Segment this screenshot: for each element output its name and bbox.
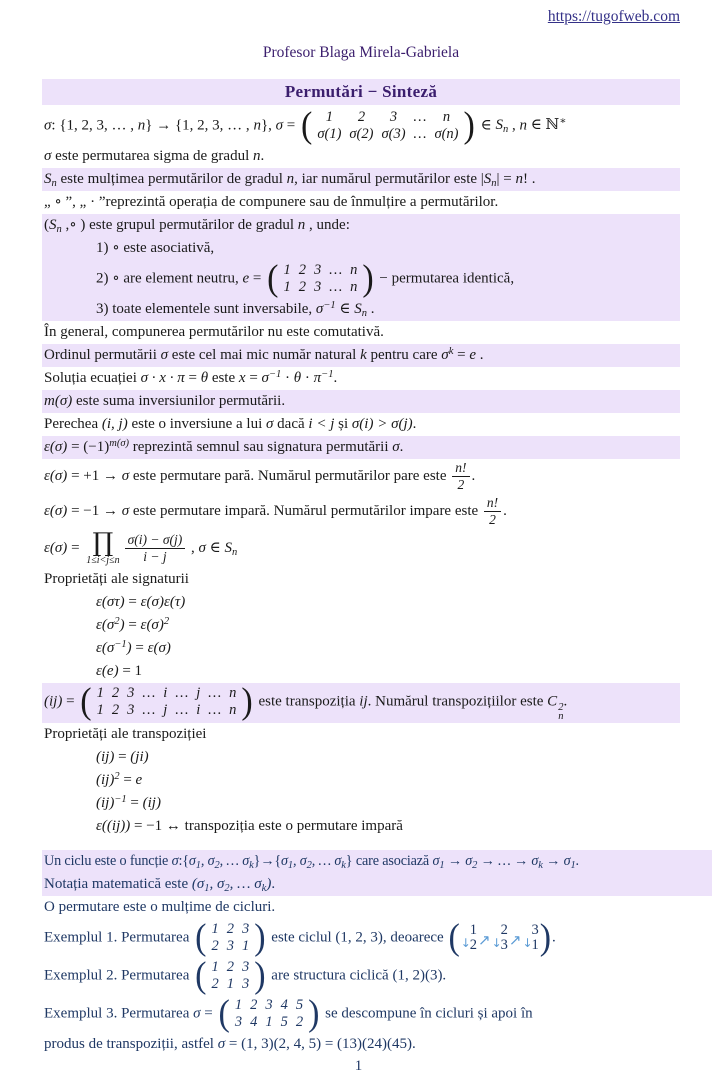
group-prop-associative: 1) ∘ este asociativă, [42,237,680,260]
transp-prop-symmetric: (ij) = (ji) [96,749,149,766]
document-body [42,107,680,1056]
sig-prop-inverse: $\varepsilon(\sigma^{-1}) = \varepsilon(\sigma)$ [96,639,171,656]
cycle-diagram: ( 1 ↓ 2 ↗ 2 ↓ 3 ↗ 3 ↓ 1 ) [448,917,552,958]
fraction: $\frac{\sigma(i) - \sigma(j)}{i - j}$ [125,533,186,564]
permutation-matrix: ( 1 2 3 … n 1 2 3 … n ) [267,258,374,299]
composition-operation: „ ∘ ”, „ · ”reprezintă operația de compunere sau de înmulțire a permutărilor. [44,194,499,210]
transp-prop-signature: ε((ij)) = −1 ↔ transpoziția este o permutare impară [96,818,403,835]
sigma-definition: σ: {1, 2, 3, … , n} → {1, 2, 3, … , n}, σ = ( 1 2 3 … n σ(1) σ(2) σ(3) … σ(n) ) ∈ $S_n$ , n ∈ ℕ∗ [44,105,567,146]
non-commutative: În general, compunerea permutărilor nu este comutativă. [44,324,384,340]
down-arrow-icon: ↓ [460,936,471,951]
signature-definition: $\varepsilon(\sigma) = (-1)^{m(\sigma)}$ reprezintă semnul sau signatura permutării σ. [42,436,680,459]
inversion-definition: Perechea (i, j) este o inversiune a lui σ dacă i < j și σ(i) > σ(j). [44,416,417,432]
permutation-matrix: ( 1 2 3 2 1 3 ) [195,955,266,996]
author-line: Profesor Blaga Mirela-Gabriela [262,44,460,61]
cycle-column: 2 ↓ 3 [491,922,508,954]
sig-prop-identity: ε(e) = 1 [96,663,143,679]
permutation-matrix: ( 1 2 3 2 3 1 ) [195,917,266,958]
header [42,8,680,32]
document-title: Permutări − Sinteză [42,79,680,105]
group-header: ($S_n$ ,∘ ) este grupul permutărilor de gradul n , unde: [42,214,680,237]
sigma-description: σ este permutarea sigma de gradul n. [44,148,265,164]
fraction: $\frac{n!}{2}$ [484,496,501,527]
inversions-sum: m(σ) este suma inversiunilor permutării. [42,390,680,413]
down-arrow-icon: ↓ [491,936,502,951]
cycle-definition: Un ciclu este o funcție $\sigma:\{\sigma_1$, $\sigma_2$, … $\sigma_k\}\to\{\sigma_1$, $\sigma_2$, … $\sigma_k$} care asociază $\sigma_1 \to \sigma_2$ → … → $\sigma_k \to \sigma_1$. [42,850,712,873]
group-prop-inverse: 3) toate elementele sunt inversabile, $\sigma^{-1}$ ∈ $S_n$ . [42,298,680,321]
cycle-column: 1 ↓ 2 [460,922,478,954]
example-3: Exemplul 3. Permutarea σ = ( 1 2 3 4 5 3 4 1 5 2 ) se descompune în cicluri și apoi în [44,993,533,1034]
sig-prop-square: $\varepsilon(\sigma^2) = \varepsilon(\sigma)^2$ [96,616,170,633]
page-number: 1 [354,1058,363,1074]
cycle-column: 3 ↓ 1 [522,922,539,954]
transp-prop-square: (ij)$^2$ = e [96,771,143,789]
even-permutation: ε(σ) = +1 → σ este permutare pară. Numărul permutărilor pare este $\frac{n!}{2}$ . [44,460,476,492]
sn-cardinality: $S_n$ este mulțimea permutărilor de gradul n, iar numărul permutărilor este $|S_n| = n$! . [42,168,680,191]
permutation-matrix: ( 1 2 3 … n σ(1) σ(2) σ(3) … σ(n) ) [301,105,475,146]
signature-properties-title: Proprietăți ale signaturii [44,571,189,587]
order-definition: Ordinul permutării σ este cel mai mic număr natural k pentru care $\sigma^k = e$ . [42,344,680,367]
product-operator: ∏ 1≤i<j≤n [86,528,120,566]
permutation-matrix: ( 1 2 3 4 5 3 4 1 5 2 ) [218,993,320,1034]
odd-permutation: ε(σ) = −1 → σ este permutare impară. Numărul permutărilor impare este $\frac{n!}{2}$ . [44,495,507,527]
diagonal-arrow-icon: ↗ [508,930,522,949]
equation-solution: Soluția ecuației σ · x · π = θ este $x = \sigma^{-1} \cdot \theta \cdot \pi^{-1}$. [44,369,338,386]
diagonal-arrow-icon: ↗ [478,930,491,949]
cycle-notation: Notația matematică este ($\sigma_1$, $\sigma_2$, … $\sigma_k$). [42,873,712,896]
signature-product-formula: ε(σ) = ∏ 1≤i<j≤n $\frac{\sigma(i) - \sigma(j)}{i - j}$ , σ ∈ $S_n$ [44,528,238,566]
group-prop-identity: 2) ∘ are element neutru, e = ( 1 2 3 … n 1 2 3 … n ) − permutarea identică, [42,260,680,298]
example-3-continued: produs de transpoziții, astfel σ = (1, 3)(2, 4, 5) = (13)(24)(45). [44,1036,416,1053]
fraction: $\frac{n!}{2}$ [452,461,469,492]
sup-sub-stack: 2 n [558,702,564,723]
website-link[interactable]: https://tugofweb.com [547,8,680,25]
example-1: Exemplul 1. Permutarea ( 1 2 3 2 3 1 ) este ciclul (1, 2, 3), deoarece ( 1 ↓ 2 ↗ 2 ↓ 3 ↗ 3 ↓ 1 ) . [44,917,556,958]
example-2: Exemplul 2. Permutarea ( 1 2 3 2 1 3 ) are structura ciclică (1, 2)(3). [44,955,447,996]
down-arrow-icon: ↓ [522,936,533,951]
transp-prop-inverse: (ij)$^{-1}$ = (ij) [96,794,161,812]
sig-prop-multiplicative: ε(στ) = ε(σ)ε(τ) [96,594,186,610]
permutation-is-cycles: O permutare este o mulțime de cicluri. [44,899,276,916]
permutation-matrix: ( 1 2 3 … i … j … n 1 2 3 … j … i … n ) [80,681,253,722]
transposition-definition: (ij) = ( 1 2 3 … i … j … n 1 2 3 … j … i … n ) este transpoziția ij. Numărul transpozițiilor este C 2 n . [42,683,680,723]
transposition-properties-title: Proprietăți ale transpoziției [44,726,207,743]
